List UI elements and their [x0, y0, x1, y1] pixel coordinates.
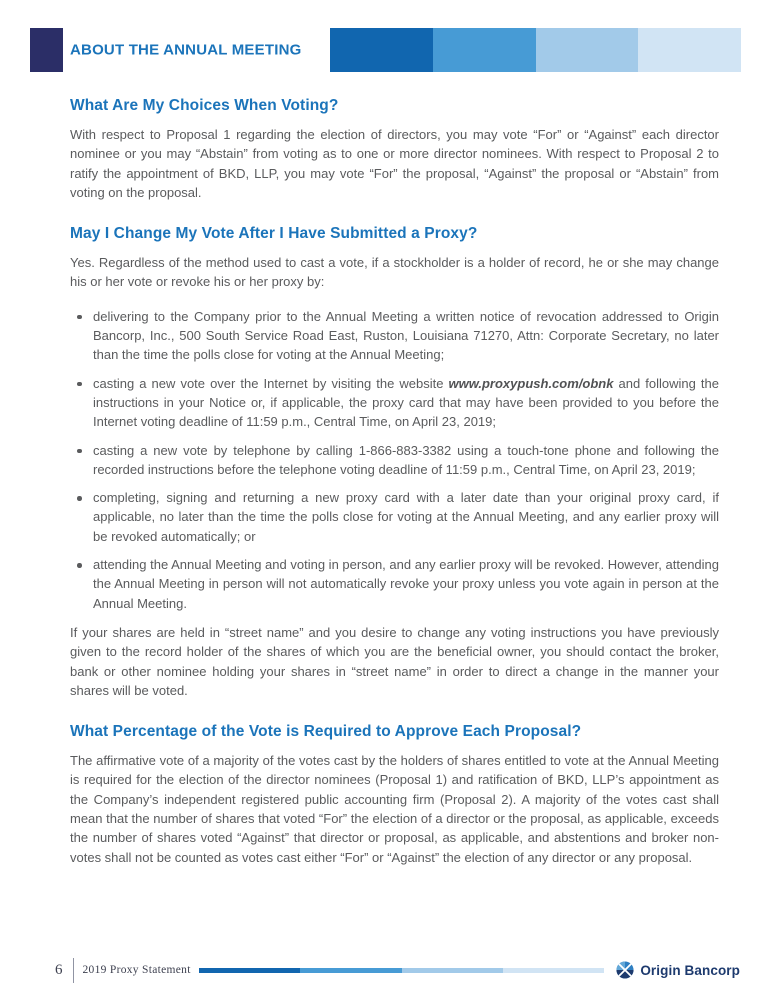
section-heading: What Percentage of the Vote is Required to Approve Each Proposal? — [70, 723, 582, 741]
bullet-text: casting a new vote by telephone by calling 1-866-883-3382 using a touch-tone phone and following the recorded instructions before the telephone voting deadline of 11:59 p.m., Central Time, on April 23, 2019; — [93, 442, 719, 477]
section-intro-paragraph: Yes. Regardless of the method used to cast a vote, if a stockholder is a holder of record, he or she may change his or her vote or revoke his or her proxy by: — [70, 255, 719, 290]
list-item-written-notice — [70, 307, 719, 365]
page-number: 6 — [55, 961, 63, 978]
header-accent-square — [30, 28, 63, 72]
bullet-text: attending the Annual Meeting and voting in person, and any earlier proxy will be revoked. However, attending the Annual Meeting in person will not automatically revoke your proxy unless you vote again in person at the Annual Meeting. — [93, 557, 719, 611]
section-heading: What Are My Choices When Voting? — [70, 97, 339, 114]
document-title: 2019 Proxy Statement — [82, 964, 191, 976]
gradient-segment-3 — [536, 28, 639, 72]
page-footer — [55, 956, 740, 984]
section-change-vote — [70, 225, 719, 700]
footer-divider — [73, 958, 74, 983]
header-gradient-bar — [330, 28, 741, 72]
bullet-text: casting a new vote over the Internet by visiting the website — [93, 375, 449, 391]
list-item-internet-vote — [70, 374, 719, 432]
gradient-segment-2 — [433, 28, 536, 72]
gradient-segment-1 — [199, 968, 300, 973]
section-vote-percentage — [70, 723, 719, 867]
revocation-methods-list — [70, 307, 719, 613]
proxy-website-text: www.proxypush.com/obnk — [448, 375, 614, 391]
header-title: ABOUT THE ANNUAL MEETING — [70, 41, 302, 59]
section-paragraph: With respect to Proposal 1 regarding the election of directors, you may vote “For” or “Against” each director nominee or you may “Abstain” from voting as to one or more director nominees. With respect to Proposal 2 to ratify the appointment of BKD, LLP, you may vote “For” the proposal, “Against” the proposal or “Abstain” from voting on the proposal. — [70, 127, 719, 200]
page-content — [70, 72, 719, 879]
list-item-telephone-vote — [70, 441, 719, 480]
list-item-new-proxy-card — [70, 488, 719, 546]
list-item-vote-in-person — [70, 555, 719, 613]
gradient-segment-2 — [300, 968, 401, 973]
page-header — [0, 28, 768, 72]
bullet-text: and following the instructions in your Notice or, if applicable, the proxy card that may have been provided to you before the Internet voting deadline of 11:59 p.m., Central Time, on April 23, 2019; — [93, 375, 719, 430]
origin-bancorp-logo-icon — [616, 961, 634, 979]
section-closing-paragraph: If your shares are held in “street name” and you desire to change any voting instructions you have previously given to the record holder of the shares of which you are the beneficial owner, you should contact the broker, bank or other nominee holding your shares in “street name” in order to direct a change in the manner your shares will be voted. — [70, 624, 719, 698]
footer-gradient-bar — [199, 968, 605, 973]
bullet-text: completing, signing and returning a new proxy card with a later date than your original proxy card, if applicable, no later than the time the polls close for voting at the Annual Meeting, and any earlier proxy will be revoked automatically; or — [93, 490, 719, 544]
gradient-segment-3 — [402, 968, 503, 973]
section-choices-when-voting — [70, 97, 719, 202]
gradient-segment-1 — [330, 28, 433, 72]
section-paragraph: The affirmative vote of a majority of the votes cast by the holders of shares entitled to vote at the Annual Meeting is required for the election of the director nominees (Proposal 1) and ratification of BKD, LLP’s appointment as the Company’s independent registered public accounting firm (Proposal 2). A majority of the votes cast shall mean that the number of shares that voted “For” the election of a director or the proposal, as applicable, exceeds the number of shares voted “Against” that director or proposal, as applicable, and abstentions and broker non-votes shall not be counted as votes cast either “For” or “Against” the election of any director or any proposal. — [70, 753, 719, 865]
gradient-segment-4 — [503, 968, 604, 973]
gradient-segment-4 — [638, 28, 741, 72]
bullet-text: delivering to the Company prior to the Annual Meeting a written notice of revocation addressed to Origin Bancorp, Inc., 500 South Service Road East, Ruston, Louisiana 71270, Attn: Corporate Secretary, no later than the time the polls close for voting at the Annual Meeting; — [93, 308, 719, 363]
section-heading: May I Change My Vote After I Have Submitted a Proxy? — [70, 225, 478, 243]
brand-name: Origin Bancorp — [640, 962, 740, 978]
